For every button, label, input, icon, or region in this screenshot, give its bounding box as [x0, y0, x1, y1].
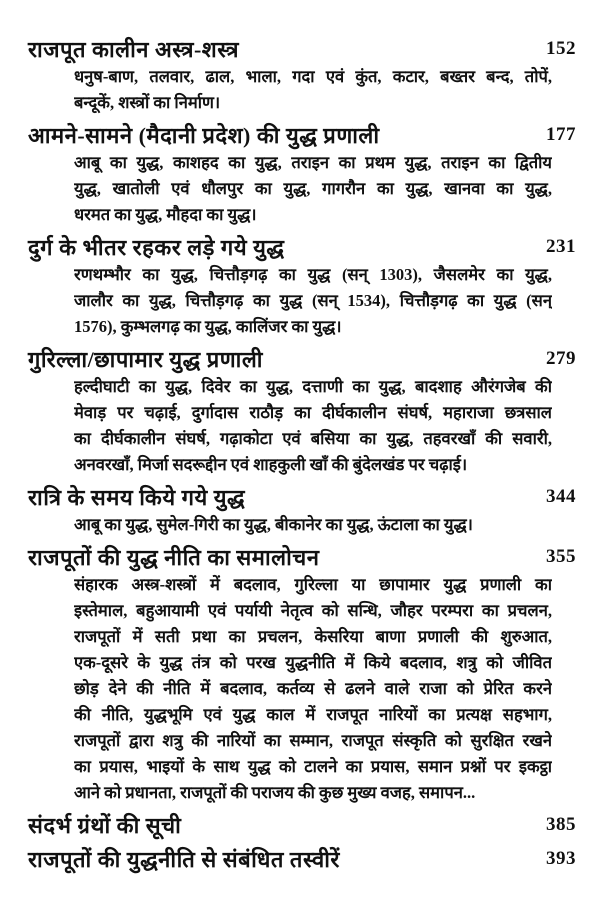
- page-number: 385: [546, 814, 576, 835]
- topic-line: एक-दूसरे के युद्ध तंत्र को परख युद्धनीति में किये बदलाव, शत्रु को जीवित: [74, 653, 552, 672]
- topic-line: आबू का युद्ध, सुमेल-गिरी का युद्ध, बीकानेर का युद्ध, ऊंटाला का युद्ध।: [74, 515, 473, 534]
- toc-heading[interactable]: [0, 810, 600, 840]
- chapter-topics: [0, 150, 552, 228]
- chapter-title: दुर्ग के भीतर रहकर लड़े गये युद्ध: [28, 235, 285, 260]
- page-number: 279: [546, 348, 576, 369]
- topic-line: राजपूतों में सती प्रथा का प्रचलन, केसरिया बाणा प्रणाली की शुरुआत,: [74, 627, 552, 646]
- page-number: 152: [546, 38, 576, 59]
- topic-line: आबू का युद्ध, काशहद का युद्ध, तराइन का प्रथम युद्ध, तराइन का द्वितीय: [74, 153, 552, 172]
- topic-line: आने को प्रधानता, राजपूतों की पराजय की कुछ मुख्य वजह, समापन...: [74, 783, 476, 802]
- topic-line: छोड़ देने की नीति में बदलाव, कर्तव्य से ढलने वाले राजा को प्रेरित करने: [74, 679, 552, 698]
- toc-entry: [0, 120, 600, 228]
- toc-heading[interactable]: [0, 482, 600, 512]
- page-number: 344: [546, 486, 576, 507]
- chapter-title: संदर्भ ग्रंथों की सूची: [28, 813, 182, 838]
- toc-entry: [0, 482, 600, 538]
- toc-entry: [0, 344, 600, 478]
- topic-line: राजपूतों द्वारा शत्रु की नारियों का सम्मान, राजपूत संस्कृति को सुरक्षित रखने: [74, 731, 552, 750]
- topic-line: बन्दूकें, शस्त्रों का निर्माण।: [74, 93, 221, 112]
- table-of-contents: [0, 34, 600, 878]
- topic-line: का प्रयास, भाइयों के साथ युद्ध को टालने का प्रयास, समान प्रश्नों पर इकट्ठा: [74, 757, 552, 776]
- page-number: 231: [546, 236, 576, 257]
- topic-line: इस्तेमाल, बहुआयामी एवं पर्यायी नेतृत्व को सन्धि, जौहर परम्परा का प्रचलन,: [74, 601, 552, 620]
- topic-line: युद्ध, खातोली एवं धौलपुर का युद्ध, गागरौन का युद्ध, खानवा का युद्ध,: [74, 179, 552, 198]
- topic-line: धनुष-बाण, तलवार, ढाल, भाला, गदा एवं कुंत, कटार, बख्तर बन्द, तोपें,: [74, 67, 552, 86]
- chapter-topics: [0, 64, 552, 116]
- chapter-topics: [0, 572, 552, 806]
- chapter-title: राजपूतों की युद्ध नीति का समालोचन: [28, 545, 320, 570]
- chapter-title: रात्रि के समय किये गये युद्ध: [28, 485, 246, 510]
- toc-heading[interactable]: [0, 344, 600, 374]
- topic-line: धरमत का युद्ध, मौहदा का युद्ध।: [74, 205, 257, 224]
- chapter-title: गुरिल्ला/छापामार युद्ध प्रणाली: [28, 347, 263, 372]
- page-number: 177: [546, 124, 576, 145]
- toc-heading[interactable]: [0, 34, 600, 64]
- page-number: 393: [546, 848, 576, 869]
- chapter-title: राजपूत कालीन अस्त्र-शस्त्र: [28, 37, 239, 62]
- toc-entry: [0, 232, 600, 340]
- topic-line: का दीर्घकालीन संघर्ष, गढ़ाकोटा एवं बसिया का युद्ध, तहवरखाँ की सवारी,: [74, 429, 552, 448]
- topic-line: संहारक अस्त्र-शस्त्रों में बदलाव, गुरिल्ला या छापामार युद्ध प्रणाली का: [74, 575, 552, 594]
- topic-line: अनवरखाँ, मिर्जा सदरूद्दीन एवं शाहकुली खाँ की बुंदेलखंड पर चढ़ाई।: [74, 455, 468, 474]
- topic-line: रणथम्भौर का युद्ध, चित्तौड़गढ़ का युद्ध (सन् 1303), जैसलमेर का युद्ध,: [74, 265, 552, 284]
- topic-line: मेवाड़ पर चढ़ाई, दुर्गादास राठौड़ का दीर्घकालीन संघर्ष, महाराजा छत्रसाल: [74, 403, 552, 422]
- topic-line: हल्दीघाटी का युद्ध, दिवेर का युद्ध, दत्ताणी का युद्ध, बादशाह औरंगजेब की: [74, 377, 552, 396]
- toc-entry: [0, 844, 600, 874]
- toc-heading[interactable]: [0, 120, 600, 150]
- chapter-title: राजपूतों की युद्धनीति से संबंधित तस्वीरें: [28, 847, 340, 872]
- toc-heading[interactable]: [0, 232, 600, 262]
- page-number: 355: [546, 546, 576, 567]
- chapter-topics: [0, 262, 552, 340]
- toc-heading[interactable]: [0, 542, 600, 572]
- toc-heading[interactable]: [0, 844, 600, 874]
- topic-line: की नीति, युद्धभूमि एवं युद्ध काल में राजपूत नारियों का प्रत्यक्ष सहभाग,: [74, 705, 552, 724]
- toc-entry: [0, 542, 600, 806]
- chapter-title: आमने-सामने (मैदानी प्रदेश) की युद्ध प्रणाली: [28, 123, 380, 148]
- topic-line: जालौर का युद्ध, चित्तौड़गढ़ का युद्ध (सन् 1534), चित्तौड़गढ़ का युद्ध (सन्: [74, 291, 552, 310]
- toc-entry: [0, 34, 600, 116]
- topic-line: 1576), कुम्भलगढ़ का युद्ध, कालिंजर का युद्ध।: [74, 317, 342, 336]
- toc-entry: [0, 810, 600, 840]
- chapter-topics: [0, 374, 552, 478]
- chapter-topics: [0, 512, 552, 538]
